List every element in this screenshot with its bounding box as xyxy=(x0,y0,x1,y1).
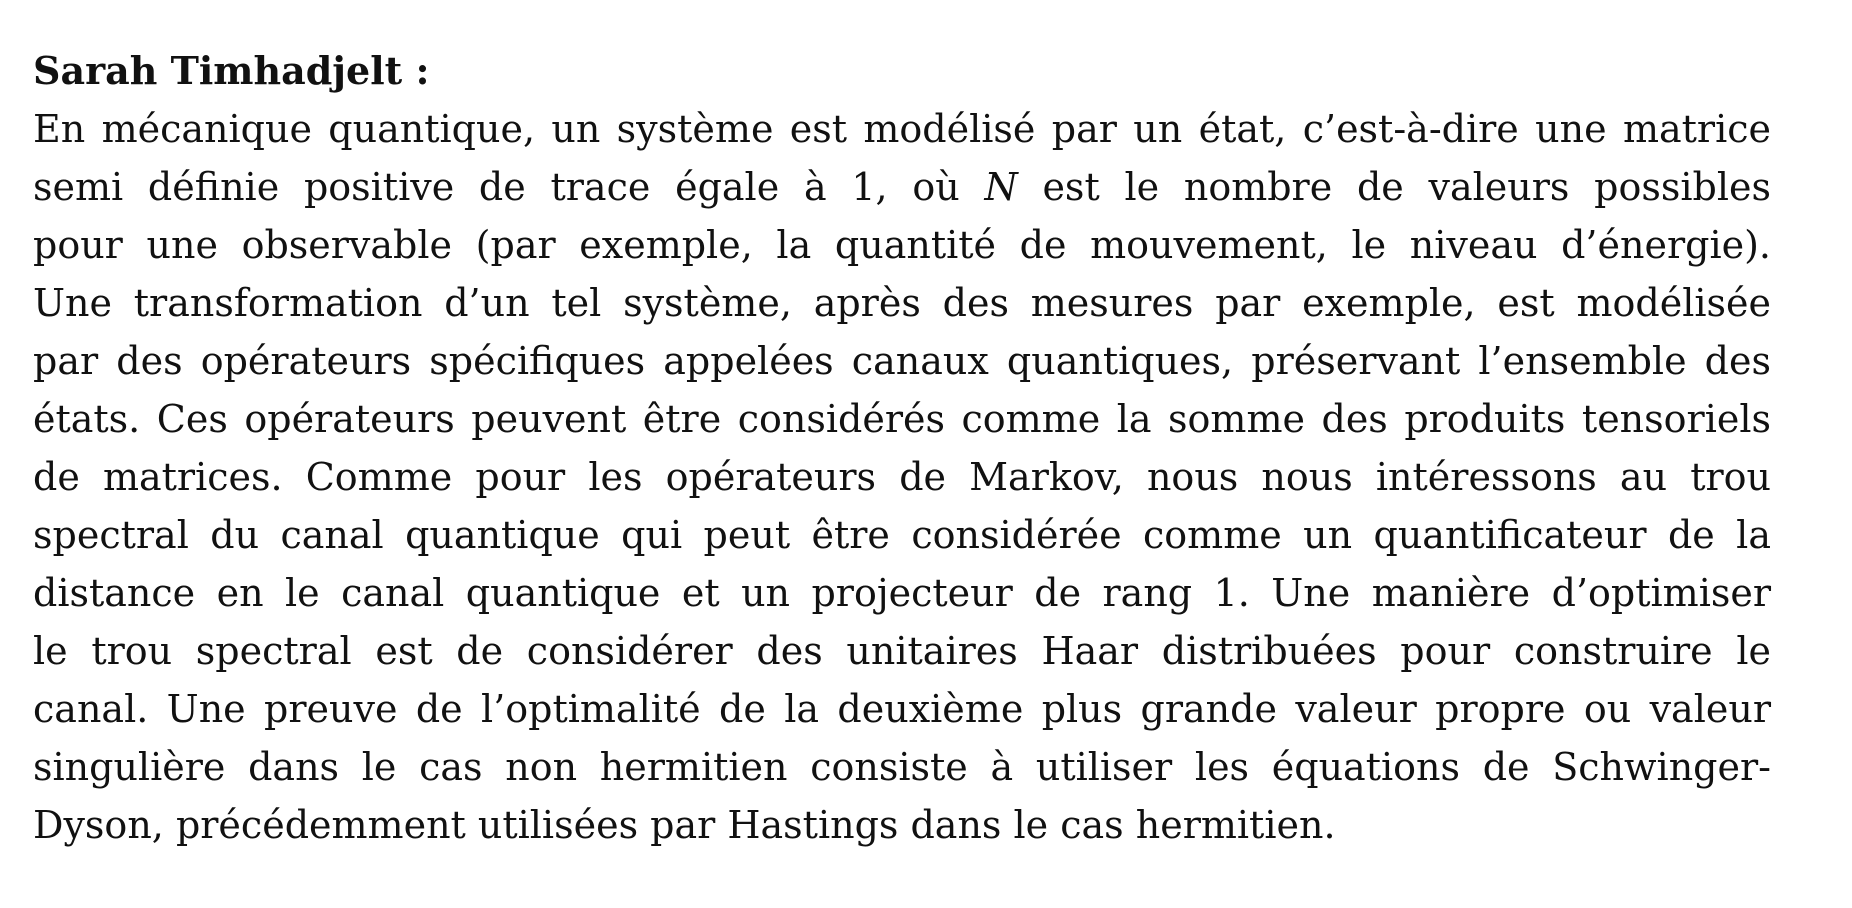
text-line: singulière dans le cas non hermitien consiste à utiliser les équations de Schwinger- xyxy=(33,745,1771,789)
text-line: Dyson, précédemment utilisées par Hastings dans le cas hermitien. xyxy=(33,803,1336,847)
document-page xyxy=(33,42,1771,854)
text-line xyxy=(33,158,1771,216)
math-variable: N xyxy=(984,165,1018,209)
text-line: états. Ces opérateurs peuvent être considérés comme la somme des produits tensoriels xyxy=(33,397,1771,441)
text-line: de matrices. Comme pour les opérateurs de Markov, nous nous intéressons au trou xyxy=(33,455,1771,499)
text-line: En mécanique quantique, un système est modélisé par un état, c’est-à-dire une matrice xyxy=(33,107,1771,151)
author-heading: Sarah Timhadjelt : xyxy=(33,48,430,93)
text-line: distance en le canal quantique et un projecteur de rang 1. Une manière d’optimiser xyxy=(33,571,1771,615)
text-line: par des opérateurs spécifiques appelées canaux quantiques, préservant l’ensemble des xyxy=(33,339,1771,383)
text-segment: semi définie positive de trace égale à 1, où xyxy=(33,165,985,209)
text-segment: est le nombre de valeurs possibles xyxy=(1017,165,1771,209)
text-line: pour une observable (par exemple, la quantité de mouvement, le niveau d’énergie). xyxy=(33,223,1771,267)
text-line: spectral du canal quantique qui peut être considérée comme un quantificateur de la xyxy=(33,513,1771,557)
text-line: le trou spectral est de considérer des unitaires Haar distribuées pour construire le xyxy=(33,629,1771,673)
abstract-paragraph xyxy=(33,100,1771,854)
text-line: Une transformation d’un tel système, après des mesures par exemple, est modélisée xyxy=(33,281,1771,325)
text-line: canal. Une preuve de l’optimalité de la deuxième plus grande valeur propre ou valeur xyxy=(33,687,1771,731)
